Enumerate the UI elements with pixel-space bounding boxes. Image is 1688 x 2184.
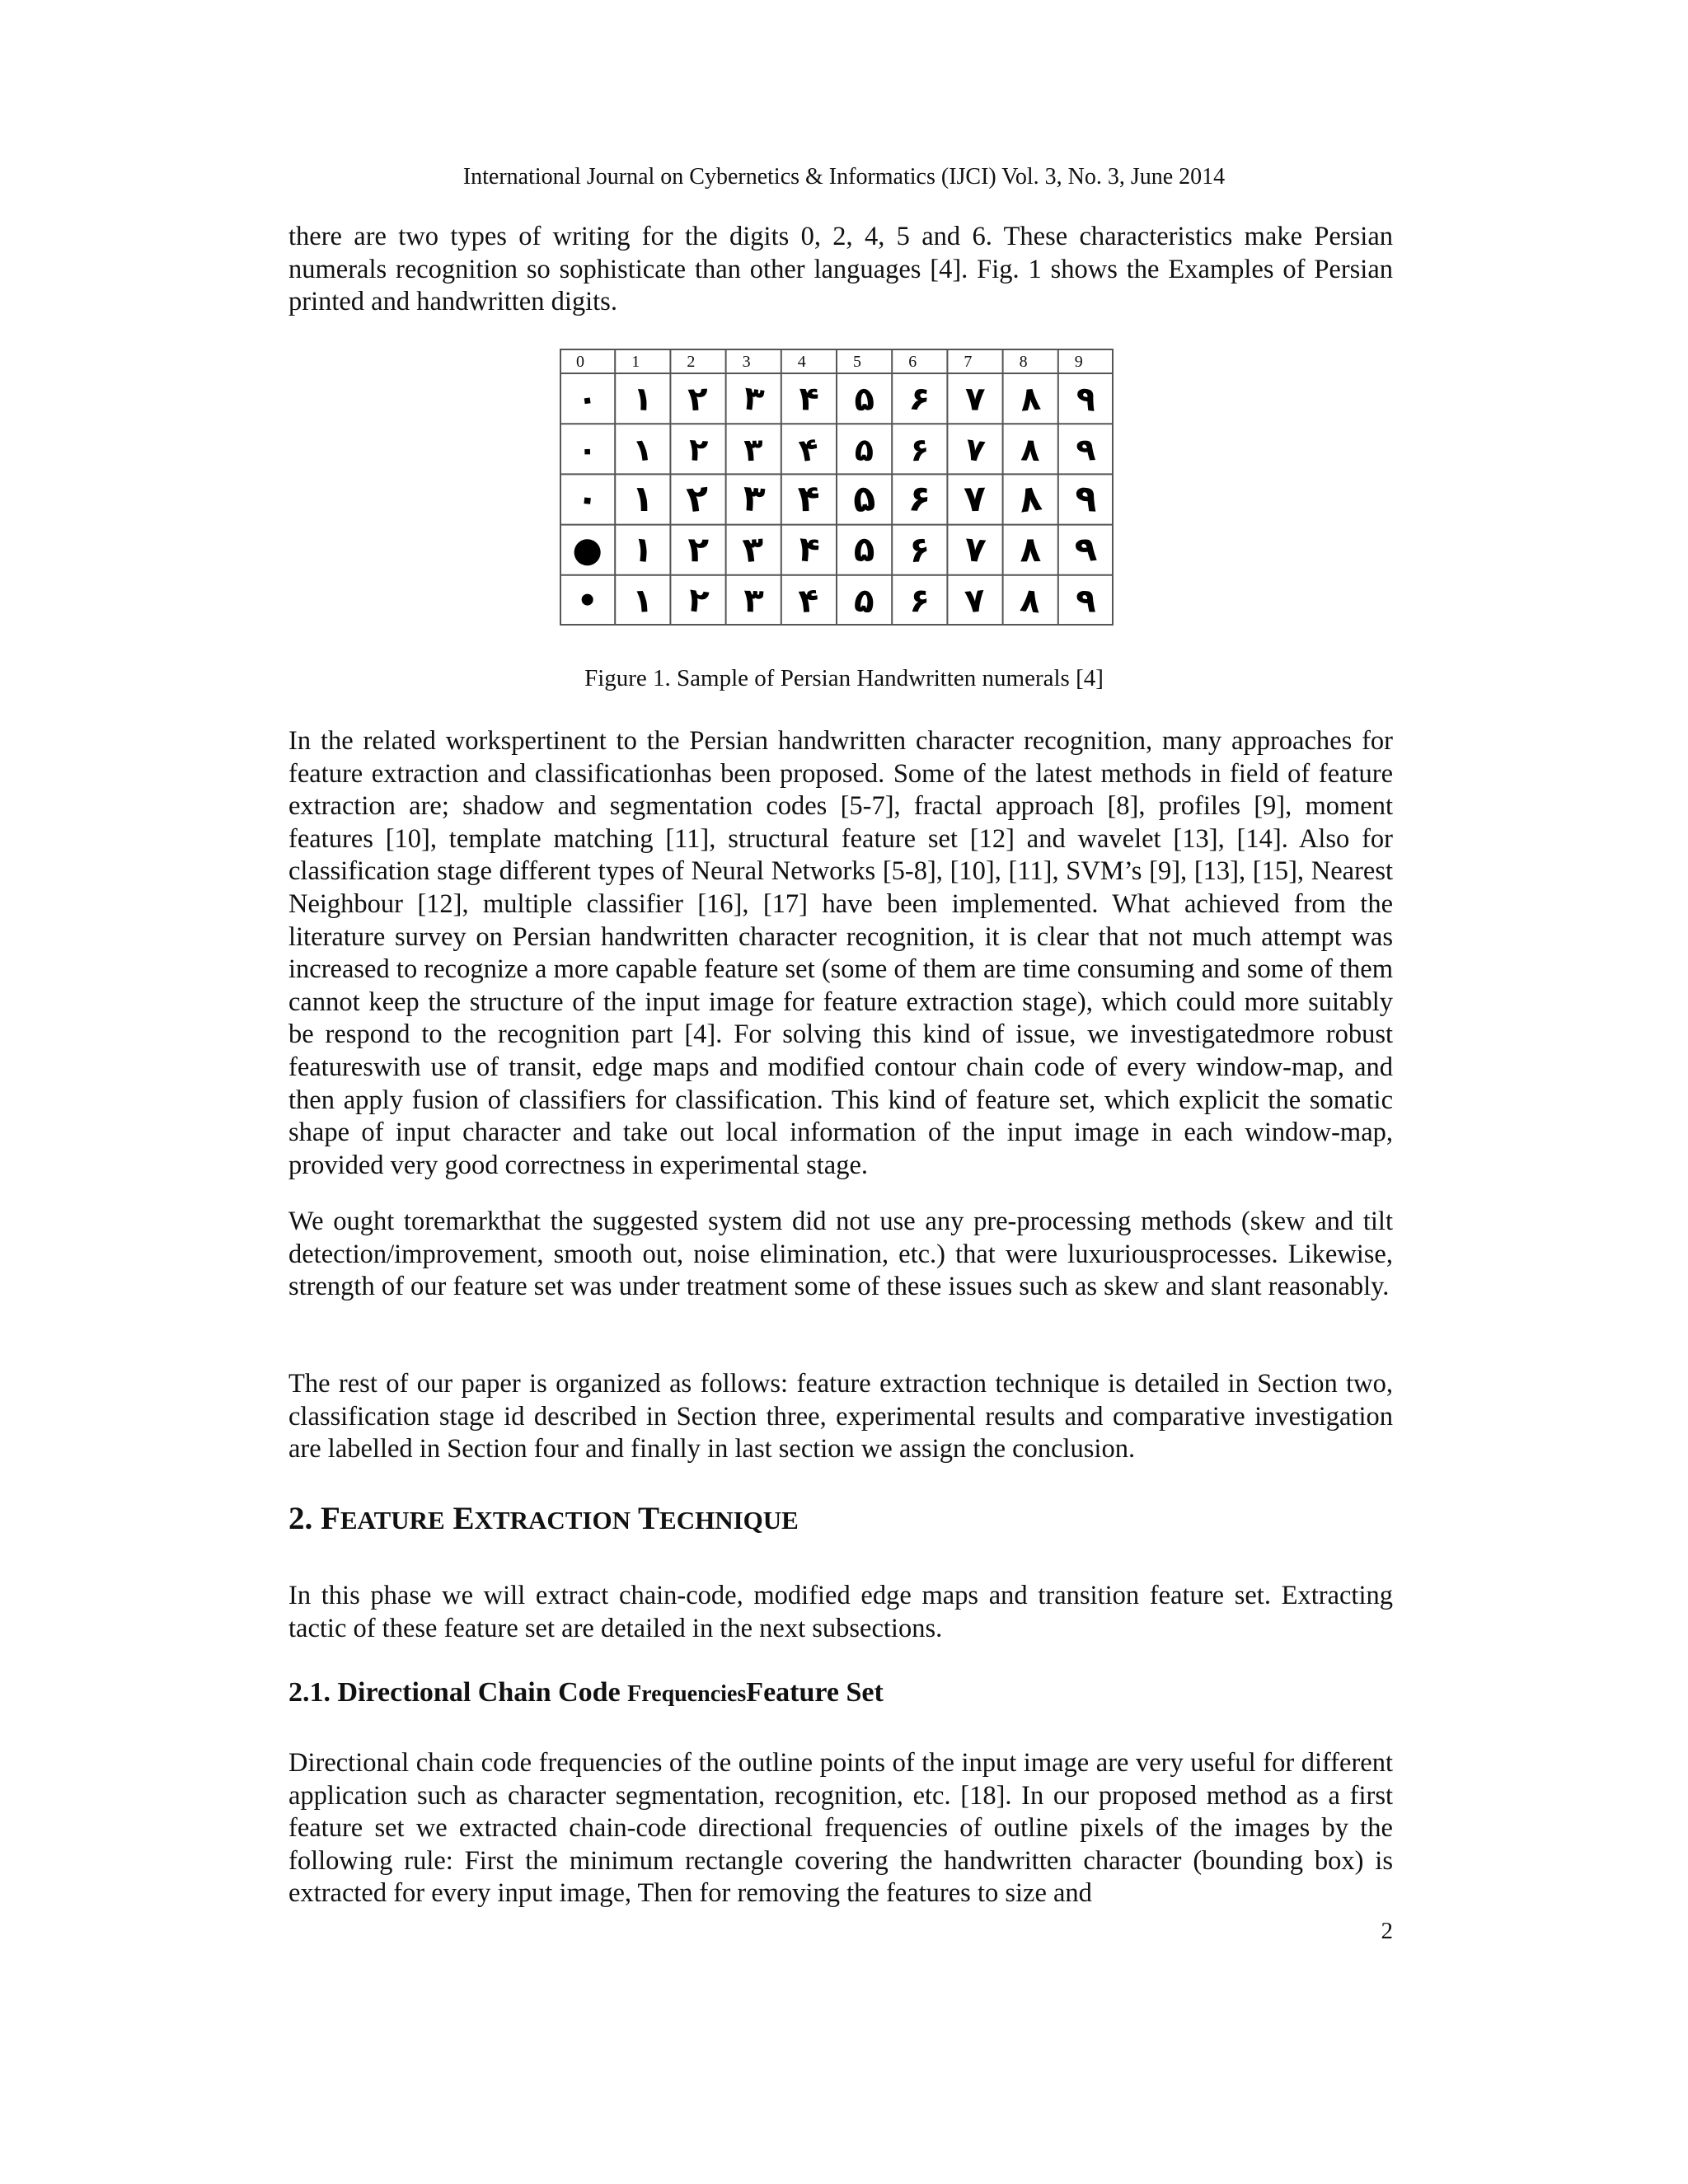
grid-column-header: 8 bbox=[1019, 353, 1028, 371]
handwritten-digit-sample: ۸ bbox=[1020, 431, 1041, 469]
handwritten-digit-sample: ۲ bbox=[687, 379, 710, 419]
body-paragraph-remark: We ought toremarkthat the suggested system did not use any pre-processing methods (skew and tilt detection/improvement, smooth out, noise elimination, etc.) that were luxuriousprocesses. Likewise, strength of our feature set was under treatment some of these issues such as skew and slant reasonably. bbox=[288, 1207, 1393, 1302]
page-number: 2 bbox=[1381, 1918, 1393, 1944]
handwritten-digit-sample: ۴ bbox=[798, 380, 820, 419]
handwritten-digit-sample: ۱ bbox=[631, 430, 654, 470]
handwritten-digit-sample: ۷ bbox=[963, 581, 987, 621]
handwritten-digit-sample: ۶ bbox=[907, 379, 932, 419]
handwritten-digit-sample: ۲ bbox=[687, 431, 710, 469]
handwritten-digit-sample: ۴ bbox=[796, 528, 822, 571]
intro-paragraph: there are two types of writing for the digits 0, 2, 4, 5 and 6. These characteristics make Persian numerals recognition so sophisticate than other languages [4]. Fig. 1 shows the Examples of Persian printed and handwritten digits. bbox=[288, 222, 1393, 317]
intro-paragraph-block bbox=[288, 221, 1393, 319]
handwritten-digit-sample: ۹ bbox=[1075, 431, 1097, 469]
handwritten-digit-sample: ۷ bbox=[963, 430, 987, 470]
digit-sample-grid bbox=[560, 349, 1114, 626]
handwritten-digit-sample: ۰ bbox=[574, 476, 601, 522]
section-heading-block bbox=[288, 1500, 1393, 1540]
subsection-heading-block bbox=[288, 1675, 1393, 1712]
handwritten-digit-sample: ۹ bbox=[1072, 527, 1099, 571]
grid-column-header: 1 bbox=[631, 353, 640, 371]
handwritten-digit-sample: ۶ bbox=[909, 582, 931, 621]
grid-column-header: 9 bbox=[1074, 353, 1083, 371]
subsection-heading: 2.1. Directional Chain Code FrequenciesFeature Set bbox=[288, 1677, 884, 1708]
grid-column-header: 3 bbox=[742, 353, 751, 371]
handwritten-digit-sample: ۵ bbox=[851, 581, 877, 621]
handwritten-digit-sample: ۰ bbox=[574, 379, 600, 420]
handwritten-digit-sample: ۶ bbox=[909, 431, 931, 469]
section-paragraph: In this phase we will extract chain-code, modified edge maps and transition feature set. Extracting tactic of these feature set are detailed in the next subsections. bbox=[288, 1581, 1393, 1643]
handwritten-digit-sample: ۸ bbox=[1018, 581, 1043, 621]
handwritten-digit-sample: ۳ bbox=[743, 431, 764, 469]
organization-paragraph-block bbox=[288, 1368, 1393, 1466]
grid-column-header: 0 bbox=[576, 353, 584, 371]
handwritten-digit-sample: ۷ bbox=[964, 380, 986, 419]
handwritten-digit-sample: ۵ bbox=[850, 476, 878, 522]
section-heading: 2. FEATURE EXTRACTION TECHNIQUE bbox=[288, 1501, 799, 1536]
handwritten-digit-sample: ۸ bbox=[1019, 528, 1042, 570]
handwritten-digit-sample: ۵ bbox=[853, 431, 875, 469]
handwritten-digit-sample: ۲ bbox=[684, 476, 711, 522]
handwritten-digit-sample: ۰ bbox=[577, 431, 598, 468]
handwritten-digit-sample: ۶ bbox=[907, 528, 932, 571]
handwritten-digit-sample: ۳ bbox=[741, 379, 767, 420]
related-work-paragraph-block bbox=[288, 725, 1393, 1182]
handwritten-digit-sample: ۹ bbox=[1076, 582, 1096, 621]
handwritten-digit-sample: ۷ bbox=[963, 477, 987, 521]
handwritten-digit-sample: ۲ bbox=[687, 528, 710, 570]
handwritten-digit-sample: ۵ bbox=[853, 529, 875, 570]
figure-1 bbox=[560, 349, 1114, 626]
figure-caption: Figure 1. Sample of Persian Handwritten numerals [4] bbox=[584, 665, 1104, 691]
handwritten-digit-sample: ۸ bbox=[1018, 379, 1043, 419]
running-header: International Journal on Cybernetics & Informatics (IJCI) Vol. 3, No. 3, June 2014 bbox=[462, 164, 1226, 190]
body-paragraph-related-work: In the related workspertinent to the Persian handwritten character recognition, many approaches for feature extraction and classificationhas been proposed. Some of the latest methods in field of feature extraction are; shadow and segmentation codes [5-7], fractal approach [8], profiles [9], moment features [10], template matching [11], structural feature set [12] and wavelet [13], [14]. Also for classification stage different types of Neural Networks [5-8], [10], [11], SVM’s [9], [13], [15], Nearest Neighbour [12], multiple classifier [16], [17] have been implemented. What achieved from the literature survey on Persian handwritten character recognition, it is clear that not much attempt was increased to recognize a more capable feature set (some of them are time consuming and some of them cannot keep the structure of the input image for feature extraction stage), which could more suitably be respond to the recognition part [4]. For solving this kind of issue, we investigatedmore robust featureswith use of transit, edge maps and modified contour chain code of every window-map, and then apply fusion of classifiers for classification. This kind of feature set, which explicit the somatic shape of input character and take out local information of the input image in each window-map, provided very good correctness in experimental stage. bbox=[288, 726, 1393, 1180]
handwritten-digit-sample: ۱ bbox=[630, 527, 656, 571]
handwritten-digit-sample: ۴ bbox=[796, 430, 821, 470]
section-number: 2. bbox=[288, 1501, 313, 1536]
subsection-paragraph: Directional chain code frequencies of the outline points of the input image are very useful for different application such as character segmentation, recognition, etc. [18]. In our proposed method as a first feature set we extracted chain-code directional frequencies of outline pixels of the images by the following rule: First the minimum rectangle covering the handwritten character (bounding box) is extracted for every input image, Then for removing the features to size and bbox=[288, 1748, 1393, 1909]
section-paragraph-block bbox=[288, 1580, 1393, 1645]
grid-column-header: 6 bbox=[908, 353, 917, 371]
handwritten-digit-sample: ۸ bbox=[1016, 476, 1044, 522]
handwritten-digit-sample: ۴ bbox=[797, 581, 821, 621]
grid-column-header: 4 bbox=[797, 353, 806, 371]
grid-column-header: 7 bbox=[964, 353, 973, 371]
body-paragraph-organization: The rest of our paper is organized as follows: feature extraction technique is detailed in Section two, classification stage id described in Section three, experimental results and comparative investigation are labelled in Section four and finally in last section we assign the conclusion. bbox=[288, 1369, 1393, 1465]
handwritten-digit-sample: ۱ bbox=[631, 581, 654, 621]
grid-column-header: 5 bbox=[853, 353, 861, 371]
remark-paragraph-block bbox=[288, 1206, 1393, 1304]
handwritten-digit-sample: ۱ bbox=[631, 379, 654, 419]
handwritten-digit-sample: ۹ bbox=[1073, 379, 1099, 419]
handwritten-digit-sample: ۱ bbox=[631, 478, 654, 520]
handwritten-digit-sample: ۳ bbox=[741, 528, 766, 571]
handwritten-digit-sample: ۹ bbox=[1073, 477, 1099, 521]
handwritten-digit-sample: ۶ bbox=[907, 477, 933, 521]
handwritten-digit-sample: ۲ bbox=[685, 580, 711, 621]
handwritten-digit-sample: ۴ bbox=[797, 477, 821, 521]
handwritten-digit-sample: • bbox=[575, 581, 599, 621]
handwritten-digit-sample: ● bbox=[570, 527, 604, 571]
subsection-paragraph-block bbox=[288, 1747, 1393, 1910]
handwritten-digit-sample: ۷ bbox=[963, 528, 988, 571]
handwritten-digit-sample: ۵ bbox=[852, 379, 876, 419]
handwritten-digit-sample: ۳ bbox=[740, 476, 767, 522]
handwritten-digit-sample: ۳ bbox=[743, 581, 765, 621]
grid-column-header: 2 bbox=[687, 353, 696, 371]
